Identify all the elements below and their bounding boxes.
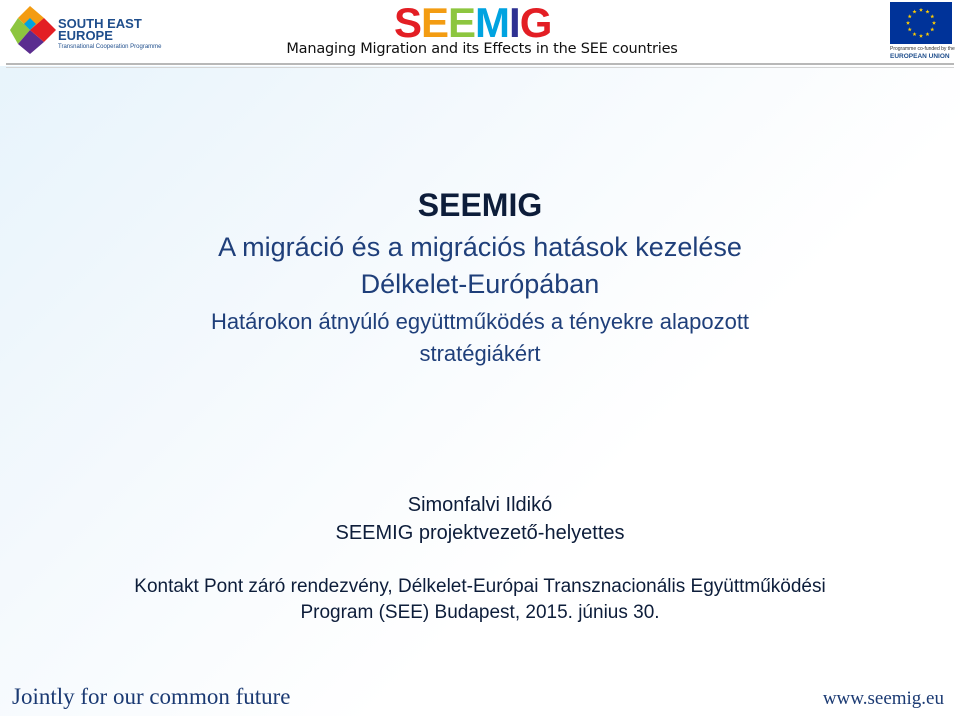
footer-website-link[interactable]: www.seemig.eu — [822, 688, 944, 709]
header-divider — [6, 63, 954, 65]
slide-subtitle-3: Határokon átnyúló együttműködés a tényekre alapozott — [210, 309, 750, 334]
slide-subtitle-4: stratégiákért — [419, 341, 541, 366]
eu-flag-icon — [890, 2, 952, 44]
eu-caption-1: Programme co-funded by the — [890, 46, 955, 52]
header-bar — [0, 0, 960, 66]
seemig-logo — [394, 3, 570, 43]
seemig-logo-letter: E — [421, 3, 449, 43]
header-divider-thin — [6, 67, 954, 68]
eu-caption-2: EUROPEAN UNION — [890, 53, 950, 60]
see-logo-subtitle: Transnational Cooperation Programme — [58, 44, 162, 50]
eu-logo — [890, 2, 954, 60]
presenter-name: Simonfalvi Ildikó — [407, 494, 553, 516]
see-logo-text — [58, 18, 142, 42]
south-east-europe-logo — [10, 4, 160, 56]
seemig-logo-letter: G — [519, 3, 552, 43]
seemig-logo-letter: I — [509, 3, 520, 43]
presenter-role: SEEMIG projektvezető-helyettes — [335, 522, 625, 544]
slide-title: SEEMIG — [417, 187, 543, 223]
event-line-1: Kontakt Pont záró rendezvény, Délkelet-Európai Transznacionális Együttműködési — [134, 576, 826, 597]
footer-slogan: Jointly for our common future — [12, 684, 291, 709]
see-logo-line1: SOUTH EAST — [58, 16, 142, 31]
slide-subtitle-2: Délkelet-Európában — [360, 269, 600, 299]
header-tagline: Managing Migration and its Effects in the SEE countries — [286, 41, 678, 57]
event-line-2: Program (SEE) Budapest, 2015. június 30. — [300, 602, 660, 623]
slide-subtitle-1: A migráció és a migrációs hatások kezelése — [218, 232, 742, 262]
seemig-logo-text — [394, 3, 551, 43]
seemig-logo-letter: S — [394, 3, 422, 43]
seemig-logo-letter: E — [448, 3, 476, 43]
see-logo-line2: EUROPE — [58, 28, 113, 43]
see-programme-mark-icon — [10, 4, 60, 56]
seemig-logo-letter: M — [475, 3, 510, 43]
